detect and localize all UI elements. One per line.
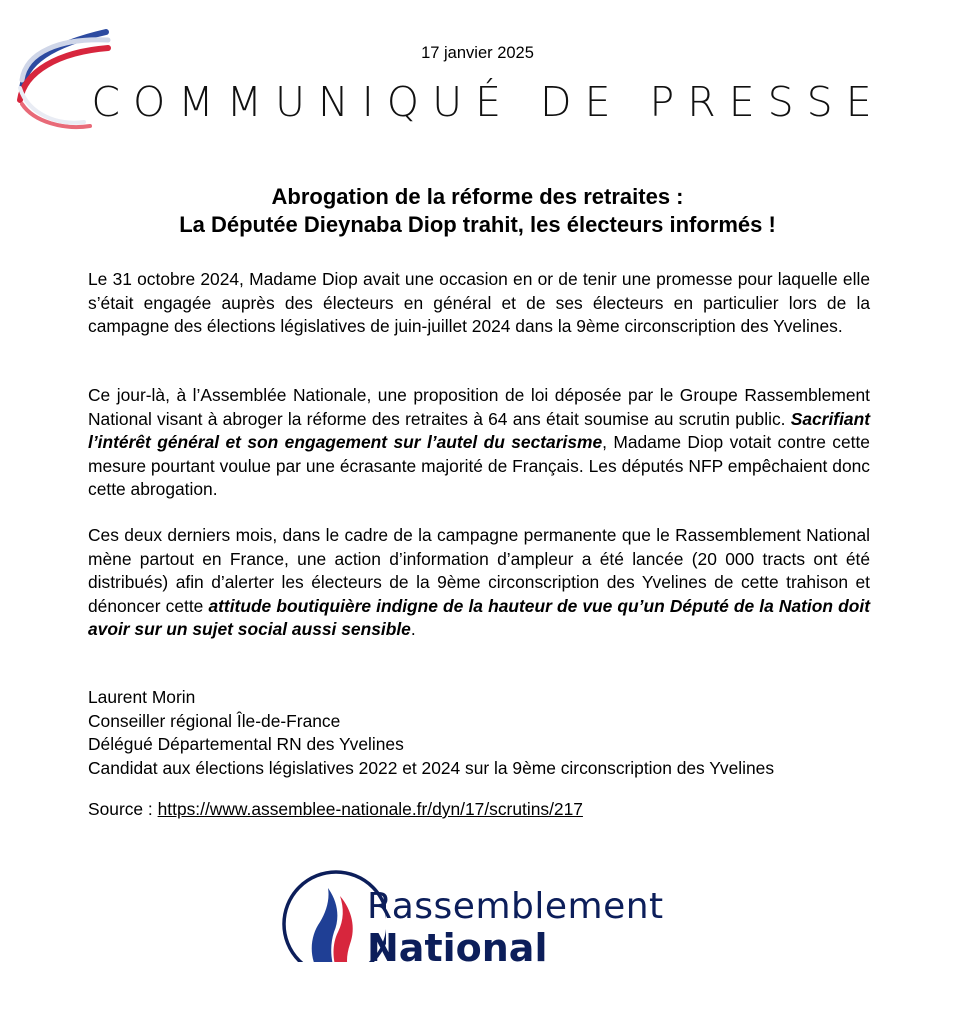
headline-line-1: Abrogation de la réforme des retraites : bbox=[271, 184, 684, 209]
signature-role-1: Conseiller régional Île-de-France bbox=[88, 710, 341, 731]
source-link[interactable]: https://www.assemblee-nationale.fr/dyn/17/scrutins/217 bbox=[157, 799, 583, 819]
paragraph-3-text-end: . bbox=[410, 619, 416, 639]
signature-block bbox=[88, 686, 888, 780]
paragraph-3 bbox=[88, 524, 870, 642]
paragraph-3-text: Ces deux derniers mois, dans le cadre de la campagne permanente que le Rassemblement National mène partout en France, une action d’information d’ampleur a été lancée (20 000 tracts ont été distribués) afin d’alerter les électeurs de la 9ème circonscription des Yvelines de cette trahison et dénoncer cette bbox=[88, 525, 870, 616]
paragraph-2 bbox=[88, 384, 870, 502]
press-date: 17 janvier 2025 bbox=[421, 44, 534, 62]
source-label: Source : bbox=[88, 799, 158, 819]
signature-role-3: Candidat aux élections législatives 2022 et 2024 sur la 9ème circonscription des Yvelines bbox=[88, 757, 775, 778]
paragraph-3-emphasis: attitude boutiquière indigne de la hauteur de vue qu’un Député de la Nation doit avoir sur un sujet social aussi sensible bbox=[88, 595, 870, 639]
source-line bbox=[88, 798, 888, 822]
headline bbox=[40, 183, 915, 239]
paragraph-2-text: Ce jour-là, à l’Assemblée Nationale, une proposition de loi déposée par le Groupe Rassemblement National visant à abroger la réforme des retraites à 64 ans était soumise au scrutin public. bbox=[88, 385, 870, 429]
paragraph-2-text-end: , Madame Diop votait contre cette mesure pourtant voulue par une écrasante majorité de Français. Les députés NFP empêchaient donc cette abrogation. bbox=[88, 432, 870, 499]
signature-name: Laurent Morin bbox=[88, 687, 196, 707]
paragraph-2-emphasis: Sacrifiant l’intérêt général et son engagement sur l’autel du sectarisme bbox=[88, 408, 870, 452]
signature-role-2: Délégué Départemental RN des Yvelines bbox=[88, 734, 404, 754]
paragraph-1: Le 31 octobre 2024, Madame Diop avait une occasion en or de tenir une promesse pour laquelle elle s’était engagée auprès des électeurs en général et de ses électeurs en particulier lors de la campagne des élections législatives de juin-juillet 2024 dans la 9ème circonscription des Yvelines. bbox=[88, 269, 870, 336]
headline-line-2: La Députée Dieynaba Diop trahit, les électeurs informés ! bbox=[179, 212, 776, 237]
page-title: COMMUNIQUÉ DE PRESSE bbox=[91, 78, 885, 126]
brand-name-line-1: Rassemblement bbox=[367, 886, 664, 927]
brand-name-line-2: National bbox=[367, 926, 548, 970]
